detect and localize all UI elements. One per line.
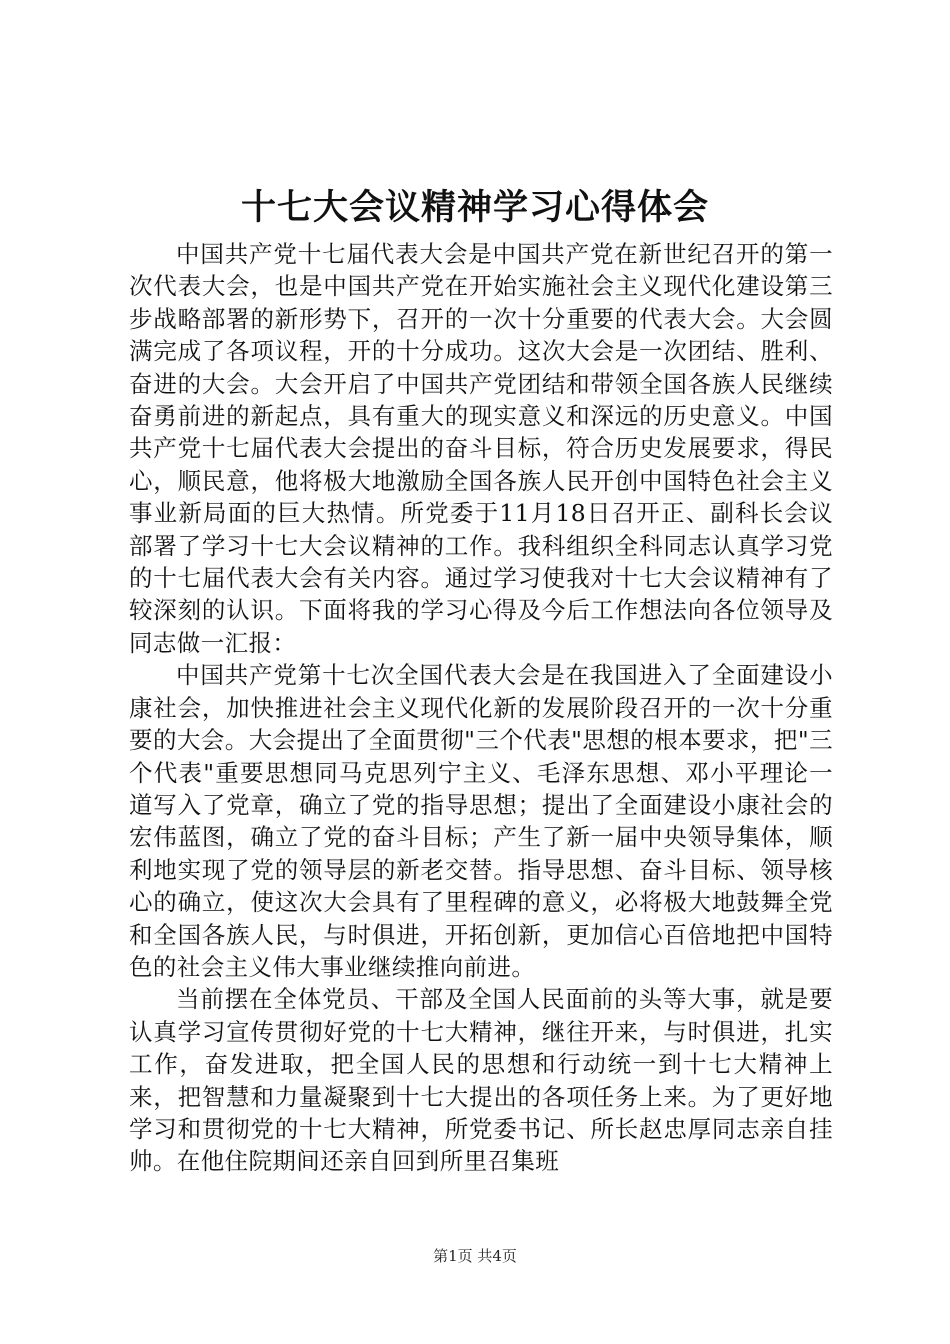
- paragraph-3: 当前摆在全体党员、干部及全国人民面前的头等大事，就是要认真学习宣传贯彻好党的十七大精神，继往开来，与时俱进，扎实工作，奋发进取，把全国人民的思想和行动统一到十七大精神上来，把智慧和力量凝聚到十七大提出的各项任务上来。为了更好地学习和贯彻党的十七大精神，所党委书记、所长赵忠厚同志亲自挂帅。在他住院期间还亲自回到所里召集班: [129, 985, 833, 1176]
- page-number-footer: 第1页 共4页: [433, 1247, 517, 1265]
- paragraph-1: 中国共产党十七届代表大会是中国共产党在新世纪召开的第一次代表大会，也是中国共产党在开始实施社会主义现代化建设第三步战略部署的新形势下，召开的一次十分重要的代表大会。大会圆满完成了各项议程，开的十分成功。这次大会是一次团结、胜利、奋进的大会。大会开启了中国共产党团结和带领全国各族人民继续奋勇前进的新起点，具有重大的现实意义和深远的历史意义。中国共产党十七届代表大会提出的奋斗目标，符合历史发展要求，得民心，顺民意，他将极大地激励全国各族人民开创中国特色社会主义事业新局面的巨大热情。所党委于11月18日召开正、副科长会议部署了学习十七大会议精神的工作。我科组织全科同志认真学习党的十七届代表大会有关内容。通过学习使我对十七大会议精神有了较深刻的认识。下面将我的学习心得及今后工作想法向各位领导及同志做一汇报：: [129, 240, 833, 657]
- document-body: [129, 238, 833, 1178]
- document-title: 十七大会议精神学习心得体会: [240, 188, 709, 228]
- paragraph-2: 中国共产党第十七次全国代表大会是在我国进入了全面建设小康社会，加快推进社会主义现代化新的发展阶段召开的一次十分重要的大会。大会提出了全面贯彻"三个代表"思想的根本要求，把"三个代表"重要思想同马克思列宁主义、毛泽东思想、邓小平理论一道写入了党章，确立了党的指导思想；提出了全面建设小康社会的宏伟蓝图，确立了党的奋斗目标；产生了新一届中央领导集体，顺利地实现了党的领导层的新老交替。指导思想、奋斗目标、领导核心的确立，使这次大会具有了里程碑的意义，必将极大地鼓舞全党和全国各族人民，与时俱进，开拓创新，更加信心百倍地把中国特色的社会主义伟大事业继续推向前进。: [129, 661, 833, 981]
